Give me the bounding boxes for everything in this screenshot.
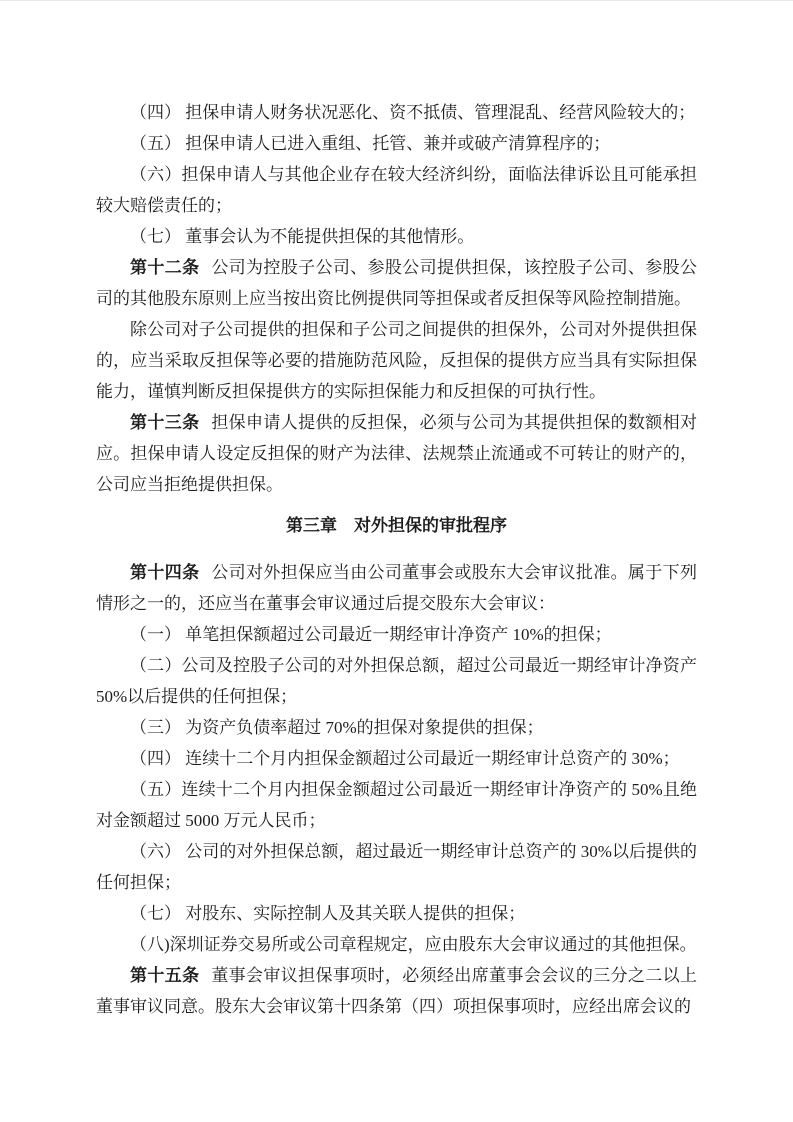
article-number: 第十四条 xyxy=(130,563,200,582)
paragraph-text: （四） 连续十二个月内担保金额超过公司最近一期经审计总资产的 30%； xyxy=(130,749,680,768)
paragraph-text: （五） 担保申请人已进入重组、托管、兼并或破产清算程序的； xyxy=(130,134,611,153)
article-paragraph xyxy=(96,557,697,619)
paragraph-text: （七） 对股东、实际控制人及其关联人提供的担保； xyxy=(130,904,526,923)
list-item xyxy=(96,159,697,221)
article-paragraph xyxy=(96,252,697,314)
paragraph-text: 董事会审议担保事项时，必须经出席董事会会议的三分之二以上董事审议同意。股东大会审议第十四条第（四）项担保事项时，应经出席会议的 xyxy=(96,966,698,1016)
document-body xyxy=(96,97,697,1022)
list-item xyxy=(96,650,697,712)
list-item xyxy=(96,128,697,159)
paragraph-text: （三） 为资产负债率超过 70%的担保对象提供的担保； xyxy=(130,718,544,737)
list-item xyxy=(96,898,697,929)
list-item xyxy=(96,619,697,650)
article-number: 第十五条 xyxy=(130,966,200,985)
paragraph-text: （八)深圳证券交易所或公司章程规定，应由股东大会审议通过的其他担保。 xyxy=(130,935,697,954)
paragraph-text: 除公司对子公司提供的担保和子公司之间提供的担保外，公司对外提供担保的，应当采取反担保等必要的措施防范风险，反担保的提供方应当具有实际担保能力，谨慎判断反担保提供方的实际担保能力和反担保的可执行性。 xyxy=(96,320,697,401)
article-paragraph xyxy=(96,407,697,500)
list-item xyxy=(96,929,697,960)
paragraph-text: （四） 担保申请人财务状况恶化、资不抵债、管理混乱、经营风险较大的； xyxy=(130,103,696,122)
list-item xyxy=(96,836,697,898)
article-number: 第十二条 xyxy=(130,258,200,277)
list-item xyxy=(96,712,697,743)
paragraph-text: 公司对外担保应当由公司董事会或股东大会审议批准。属于下列情形之一的，还应当在董事会审议通过后提交股东大会审议： xyxy=(96,563,698,613)
chapter-number: 第三章 xyxy=(286,516,337,535)
paragraph-text: 公司为控股子公司、参股公司提供担保，该控股子公司、参股公司的其他股东原则上应当按出资比例提供同等担保或者反担保等风险控制措施。 xyxy=(96,258,698,308)
paragraph-text: 担保申请人提供的反担保，必须与公司为其提供担保的数额相对应。担保申请人设定反担保的财产为法律、法规禁止流通或不可转让的财产的，公司应当拒绝提供担保。 xyxy=(96,413,698,494)
list-item xyxy=(96,774,697,836)
article-number: 第十三条 xyxy=(130,413,200,432)
list-item xyxy=(96,221,697,252)
paragraph-text: （六）担保申请人与其他企业存在较大经济纠纷，面临法律诉讼且可能承担较大赔偿责任的； xyxy=(96,165,697,215)
paragraph-text: （一） 单笔担保额超过公司最近一期经审计净资产 10%的担保； xyxy=(130,625,612,644)
body-paragraph xyxy=(96,314,697,407)
chapter-heading xyxy=(96,510,697,541)
list-item xyxy=(96,97,697,128)
article-paragraph xyxy=(96,960,697,1022)
paragraph-text: （五）连续十二个月内担保金额超过公司最近一期经审计净资产的 50%且绝对金额超过 5000 万元人民币； xyxy=(96,780,697,830)
paragraph-text: （七） 董事会认为不能提供担保的其他情形。 xyxy=(130,227,475,246)
list-item xyxy=(96,743,697,774)
paragraph-text: （六） 公司的对外担保总额，超过最近一期经审计总资产的 30%以后提供的任何担保； xyxy=(96,842,697,892)
paragraph-text: （二）公司及控股子公司的对外担保总额，超过公司最近一期经审计净资产 50%以后提供的任何担保； xyxy=(96,656,697,706)
paragraph-text: 对外担保的审批程序 xyxy=(354,516,507,535)
